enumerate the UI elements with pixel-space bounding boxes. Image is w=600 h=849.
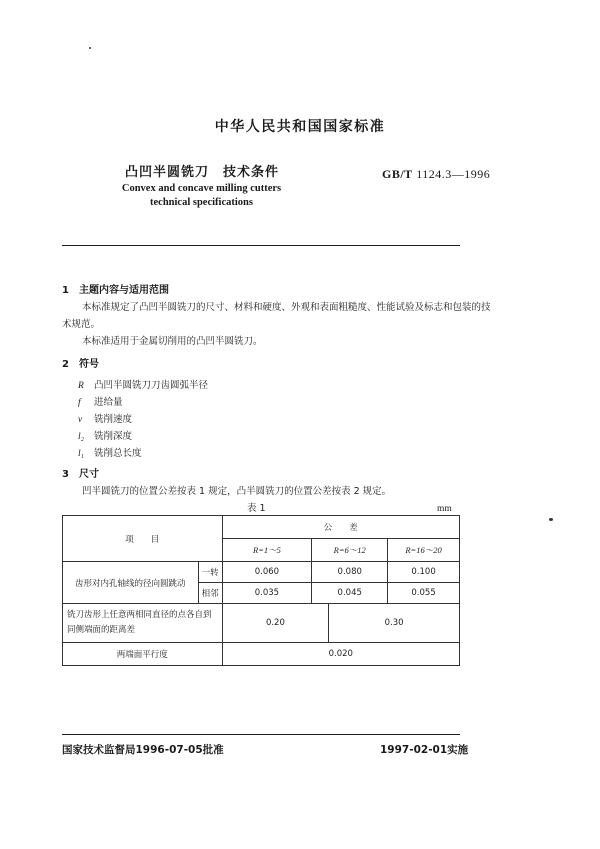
parallelism-label: 两端面平行度 [63,643,223,666]
effective-date: 1997-02-01实施 [380,744,469,756]
distance-label-line1: 铣刀齿形上任意两相同直径的点各自到 [67,610,212,620]
table-unit: mm [437,504,452,514]
symbol-row [78,377,208,391]
table-cell: 0.055 [388,583,460,604]
symbol: f [78,398,81,408]
header-item: 项 目 [63,516,223,562]
symbol: l₂ [78,432,84,442]
section-1-para2: 本标准适用于金属切削用的凸凹半圆铣刀。 [82,336,263,347]
symbol-row [78,428,132,442]
table-caption: 表 1 [247,503,266,514]
table-cell: 0.020 [222,643,459,666]
section-1-heading: 1 主题内容与适用范围 [62,285,169,296]
footer-divider [62,734,460,735]
table-row [63,604,460,643]
runout-sub-label: 一转 [198,562,222,583]
distance-label [63,604,223,643]
header-divider [62,245,460,246]
symbol-row [78,394,123,408]
scan-speck [549,518,553,521]
symbol-description: 进给量 [94,397,123,408]
symbol: R [78,381,84,391]
scan-speck [89,47,91,49]
english-title-line2: technical specifications [150,197,253,208]
approval-date: 国家技术监督局1996-07-05批准 [62,744,224,756]
table-header-row [63,516,460,539]
range-cell: R=6～12 [312,539,388,562]
english-title-line1: Convex and concave milling cutters [121,183,282,194]
runout-label: 齿形对内孔轴线的径向圆跳动 [63,562,199,604]
table-cell: 0.045 [312,583,388,604]
standard-number [382,167,490,182]
header-tolerance: 公 差 [222,516,459,539]
distance-label-line2: 同侧端面的距离差 [67,625,136,635]
table-cell: 0.30 [329,604,460,643]
symbol-row [78,411,132,425]
section-1-para1-line2: 术规范。 [62,319,101,330]
table-cell: 0.035 [222,583,312,604]
standard-title: 凸凹半圆铣刀 技术条件 [125,165,280,180]
org-title: 中华人民共和国国家标准 [214,119,386,135]
table-cell: 0.20 [222,604,329,643]
section-1-para1-line1: 本标准规定了凸凹半圆铣刀的尺寸、材料和硬度、外观和表面粗糙度、性能试验及标志和包装的技 [82,302,491,313]
table-cell: 0.080 [312,562,388,583]
section-2-heading: 2 符号 [62,359,99,370]
table-cell: 0.100 [388,562,460,583]
symbol-description: 凸凹半圆铣刀刀齿圆弧半径 [94,380,209,391]
runout-sub-label: 相邻 [198,583,222,604]
section-3-para: 凹半圆铣刀的位置公差按表 1 规定，凸半圆铣刀的位置公差按表 2 规定。 [82,486,392,497]
symbol: v [78,415,83,425]
range-cell: R=1～5 [222,539,312,562]
tolerance-table [62,515,460,666]
section-3-heading: 3 尺寸 [62,469,99,480]
symbol-description: 铣削速度 [94,414,133,425]
table-row [63,643,460,666]
standard-number-prefix: GB/T [382,167,413,181]
table-row [63,562,460,583]
symbol-description: 铣削总长度 [94,448,142,459]
symbol-description: 铣削深度 [94,431,133,442]
range-cell: R=16～20 [388,539,460,562]
symbol: l₁ [78,449,84,459]
standard-number-value: 1124.3—1996 [416,167,491,181]
symbol-row [78,445,142,459]
table-cell: 0.060 [222,562,312,583]
